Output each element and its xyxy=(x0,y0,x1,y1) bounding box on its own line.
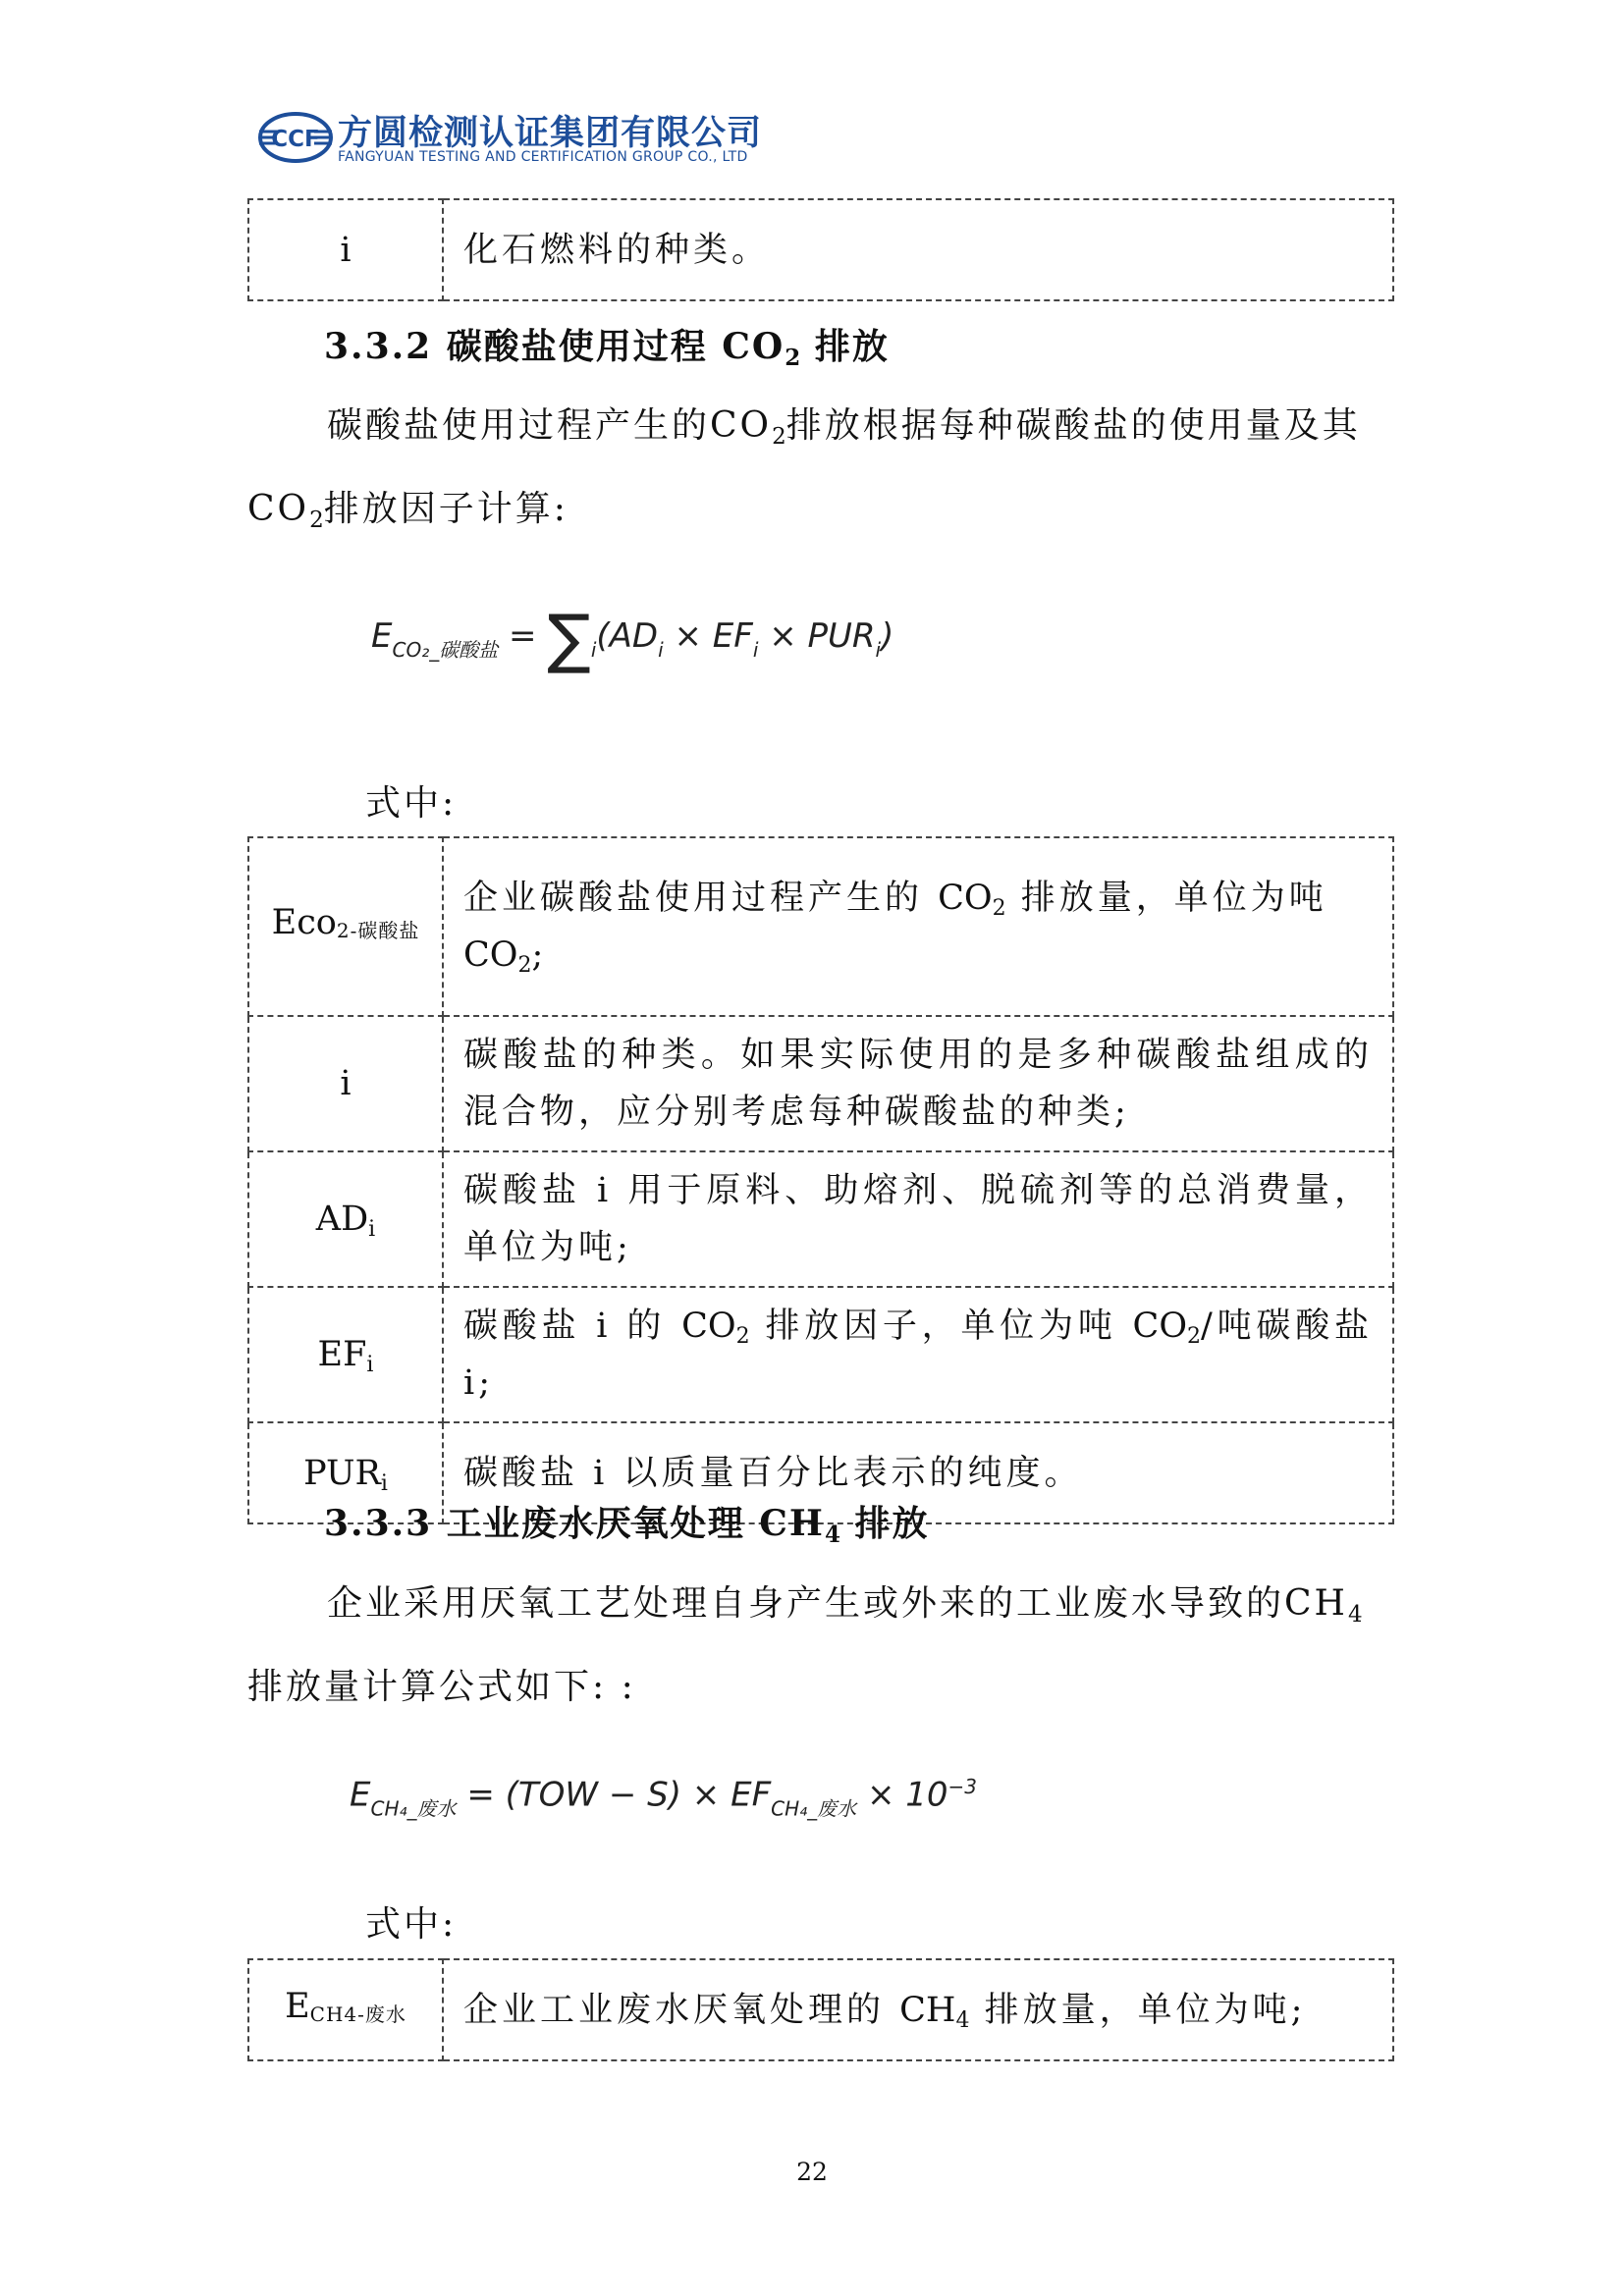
table-row xyxy=(248,1287,1393,1422)
symbol-cell: i xyxy=(248,1016,443,1151)
wastewater-emission-formula: $E_{CH_4\_废水} = (TOW - S) \times EF_{CH_4\_废水} \times 10^{-3}$ xyxy=(350,1775,978,1821)
description-cell: 碳酸盐的种类。如果实际使用的是多种碳酸盐组成的混合物，应分别考虑每种碳酸盐的种类; xyxy=(443,1016,1393,1151)
description-cell: 碳酸盐 i 以质量百分比表示的纯度。 xyxy=(443,1422,1393,1523)
company-name-en: FANGYUAN TESTING AND CERTIFICATION GROUP CO., LTD xyxy=(338,149,748,165)
where-label: 式中: xyxy=(365,783,458,824)
table-row xyxy=(248,199,1393,300)
symbol-cell: Eco2-碳酸盐 xyxy=(248,837,443,1016)
table-row xyxy=(248,1151,1393,1287)
symbol-cell: $PUR_i$ xyxy=(248,1422,443,1523)
table-row xyxy=(248,1016,1393,1151)
wastewater-variables-table xyxy=(247,1958,1394,2061)
table-row xyxy=(248,837,1393,1016)
company-logo xyxy=(257,106,807,169)
symbol-cell: $EF_i$ xyxy=(248,1287,443,1422)
table-row xyxy=(248,1959,1393,2060)
description-cell: 碳酸盐 i 用于原料、助熔剂、脱硫剂等的总消费量，单位为吨; xyxy=(443,1151,1393,1287)
fuel-table-continuation xyxy=(247,198,1394,301)
paragraph-line: 碳酸盐使用过程产生的$CO_2$排放根据每种碳酸盐的使用量及其 xyxy=(327,405,1361,450)
symbol-cell: $AD_i$ xyxy=(248,1151,443,1287)
section-heading-3-3-3: 3.3.3 工业废水厌氧处理 $CH_4$ 排放 xyxy=(324,1503,930,1548)
description-cell: 企业工业废水厌氧处理的 $CH_4$ 排放量，单位为吨; xyxy=(443,1959,1393,2060)
paragraph-line: 企业采用厌氧工艺处理自身产生或外来的工业废水导致的$CH_4$ xyxy=(327,1583,1363,1628)
where-label: 式中: xyxy=(365,1904,458,1945)
description-cell: 化石燃料的种类。 xyxy=(443,199,1393,300)
carbonate-emission-formula: $E_{CO_2\_碳酸盐} = \sum_i(AD_i \times EF_i \times PUR_i)$ xyxy=(371,601,894,676)
description-cell: 碳酸盐 i 的 $CO_2$ 排放因子，单位为吨 $CO_2/$吨碳酸盐 i; xyxy=(443,1287,1393,1422)
svg-text:CCF: CCF xyxy=(271,127,320,152)
section-heading-3-3-2: 3.3.2 碳酸盐使用过程 $CO_2$ 排放 xyxy=(324,326,890,371)
paragraph-line: 排放量计算公式如下: : xyxy=(247,1667,636,1707)
page-number: 22 xyxy=(796,2158,828,2186)
description-cell: 企业碳酸盐使用过程产生的 $CO_2$ 排放量，单位为吨 $CO_2$; xyxy=(443,837,1393,1016)
symbol-cell: i xyxy=(248,199,443,300)
carbonate-variables-table xyxy=(247,836,1394,1524)
paragraph-line: $CO_2$排放因子计算: xyxy=(247,489,568,533)
company-name-cn: 方圆检测认证集团有限公司 xyxy=(338,114,763,153)
ccf-logo-icon xyxy=(257,108,334,167)
symbol-cell: ECH4-废水 xyxy=(248,1959,443,2060)
